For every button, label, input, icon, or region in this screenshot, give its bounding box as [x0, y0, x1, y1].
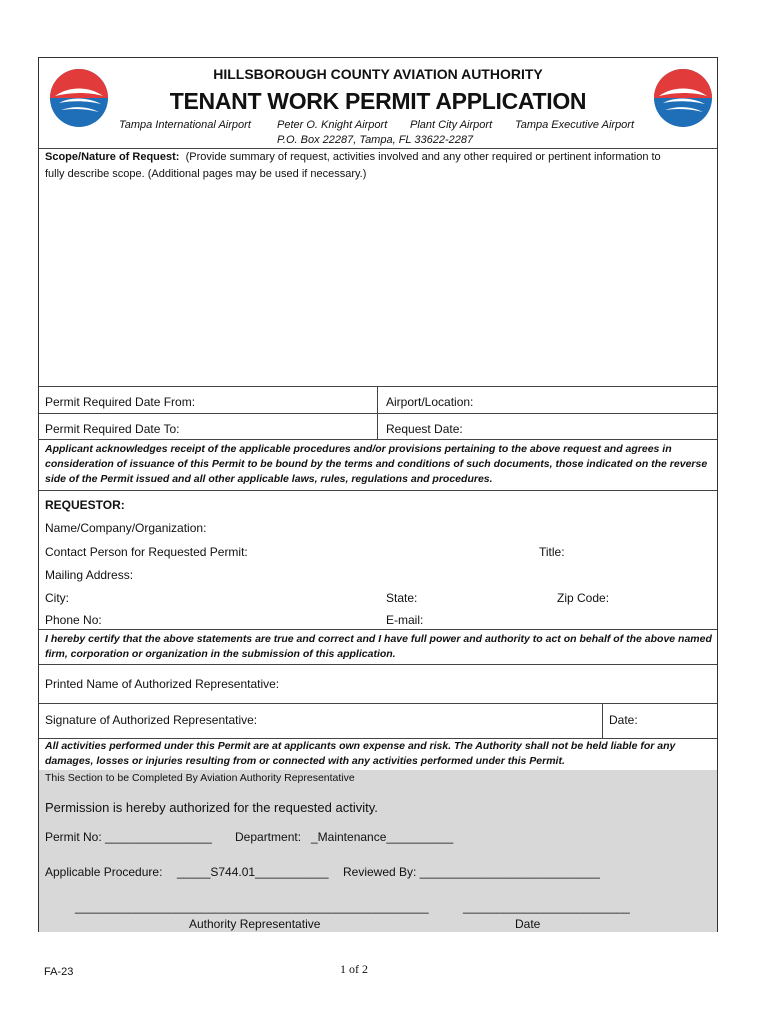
org-name: HILLSBOROUGH COUNTY AVIATION AUTHORITY [213, 66, 543, 82]
requestor-heading: REQUESTOR: [45, 498, 125, 512]
city-label: City: [45, 591, 69, 605]
airport-plant-city: Plant City Airport [410, 119, 493, 131]
scope-text-area[interactable] [43, 186, 713, 382]
permit-to-label: Permit Required Date To: [45, 422, 180, 436]
scope-instructions-1: (Provide summary of request, activities involved and any other required or pertinent information to [185, 151, 661, 163]
liability-text: All activities performed under this Permit are at applicants own expense and risk. The Authority shall not be held liable for any damages, losses or injuries resulting from or connected with any activities performed under this Permit. [45, 740, 676, 767]
authority-date-line[interactable]: _________________________ [463, 900, 630, 914]
signature-date-label: Date: [609, 713, 638, 727]
scope-instructions-2: fully describe scope. (Additional pages may be used if necessary.) [45, 168, 367, 180]
form-number: FA-23 [44, 966, 74, 978]
permit-from-label: Permit Required Date From: [45, 395, 196, 409]
airport-tampa-exec: Tampa Executive Airport [515, 119, 635, 131]
airport-pok: Peter O. Knight Airport [277, 119, 388, 131]
section-note: This Section to be Completed By Aviation Authority Representative [45, 772, 355, 784]
authority-signature-line[interactable]: _____________________________________________________ [75, 900, 429, 914]
permit-form [38, 57, 718, 932]
procedure-value[interactable]: _____S744.01___________ [177, 865, 329, 879]
scope-row [45, 151, 661, 163]
form-title: TENANT WORK PERMIT APPLICATION [169, 88, 587, 114]
state-label: State: [386, 591, 418, 605]
permit-no-field[interactable]: Permit No: ________________ [45, 830, 212, 844]
airport-location-label: Airport/Location: [386, 395, 474, 409]
department-value[interactable]: _Maintenance__________ [311, 830, 454, 844]
email-label: E-mail: [386, 613, 424, 627]
page-number: 1 of 2 [340, 962, 368, 976]
authority-rep-caption: Authority Representative [189, 917, 321, 931]
name-company-label: Name/Company/Organization: [45, 521, 207, 535]
request-date-label: Request Date: [386, 422, 463, 436]
authority-section [39, 770, 717, 932]
contact-person-label: Contact Person for Requested Permit: [45, 545, 248, 559]
signature-label: Signature of Authorized Representative: [45, 713, 258, 727]
title-label: Title: [539, 545, 565, 559]
reviewed-by-field[interactable]: Reviewed By: ___________________________ [343, 865, 600, 879]
certify-text: I hereby certify that the above statements are true and correct and I have full power and authority to act on behalf of the above named firm, corporation or organization in the submission of this application. [45, 633, 712, 660]
mailing-address: P.O. Box 22287, Tampa, FL 33622-2287 [277, 134, 474, 146]
department-label: Department: [235, 830, 302, 844]
procedure-label: Applicable Procedure: [45, 865, 163, 879]
printed-name-label: Printed Name of Authorized Representative: [45, 677, 280, 691]
authority-date-caption: Date [515, 917, 541, 931]
phone-label: Phone No: [45, 613, 102, 627]
mailing-address-label: Mailing Address: [45, 568, 134, 582]
zip-code-label: Zip Code: [557, 591, 610, 605]
scope-label: Scope/Nature of Request: [45, 151, 180, 163]
airport-tpa: Tampa International Airport [119, 119, 251, 131]
permission-text: Permission is hereby authorized for the requested activity. [45, 800, 378, 815]
acknowledgement-text: Applicant acknowledges receipt of the applicable procedures and/or provisions pertaining to the above request and agrees in consideration of issuance of this Permit to be bound by the terms and conditions of such documents, those indicated on the reverse side of the Permit issued and all other applicable laws, rules, regulations and procedures. [45, 443, 708, 485]
